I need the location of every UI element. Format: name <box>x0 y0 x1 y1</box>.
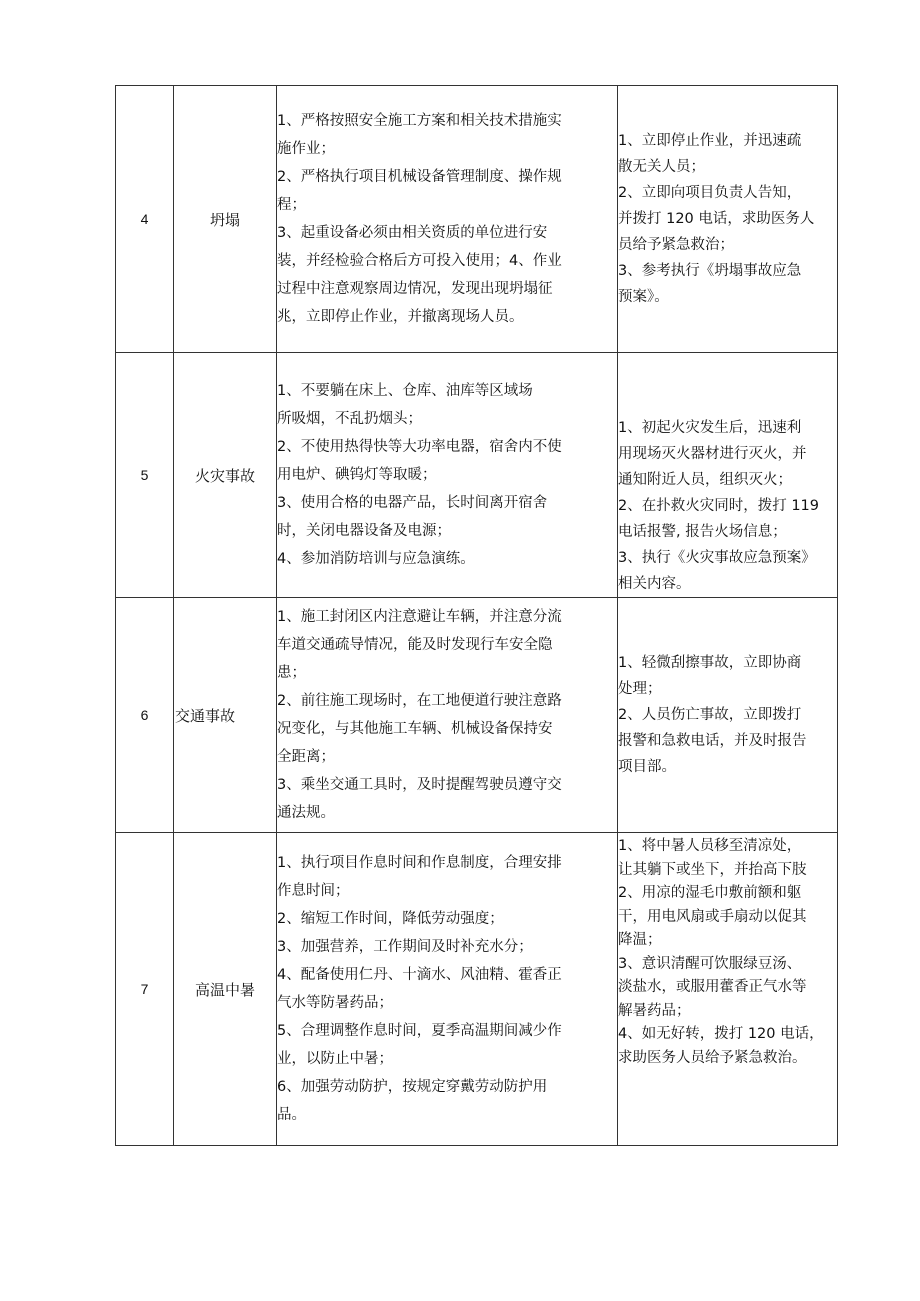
measure-line: 品。 <box>277 1107 306 1123</box>
measure-line: 车道交通疏导情况，能及时发现行车安全隐 <box>277 637 553 653</box>
emergency-response <box>618 353 838 598</box>
prevention-measures <box>277 353 618 598</box>
response-line: 淡盐水，或服用藿香正气水等 <box>618 979 807 995</box>
row-number: 5 <box>116 353 174 598</box>
response-line: 用现场灭火器材进行灭火，并 <box>618 446 807 462</box>
row-number: 4 <box>116 86 174 353</box>
measure-line: 3、乘坐交通工具时，及时提醒驾驶员遵守交 <box>277 777 562 793</box>
response-line: 2、立即向项目负责人告知， <box>618 185 802 201</box>
response-line: 2、用凉的湿毛巾敷前额和躯 <box>618 885 802 901</box>
measure-line: 作息时间； <box>277 883 350 899</box>
accident-prevention-table <box>115 85 838 1146</box>
accident-type: 交通事故 <box>174 598 277 833</box>
response-line: 通知附近人员，组织灭火； <box>618 472 792 488</box>
measure-line: 5、合理调整作息时间，夏季高温期间减少作 <box>277 1023 562 1039</box>
measure-line: 3、加强营养，工作期间及时补充水分； <box>277 939 533 955</box>
response-line: 4、如无好转，拨打 120 电话， <box>618 1026 824 1042</box>
measure-line: 装，并经检验合格后方可投入使用；4、作业 <box>277 253 562 269</box>
table-row <box>116 86 838 353</box>
row-number: 6 <box>116 598 174 833</box>
measure-line: 通法规。 <box>277 805 335 821</box>
measure-line: 兆，立即停止作业，并撤离现场人员。 <box>277 309 524 325</box>
response-line: 1、轻微刮擦事故，立即协商 <box>618 655 802 671</box>
response-line: 求助医务人员给予紧急救治。 <box>618 1049 807 1066</box>
measure-line: 2、缩短工作时间，降低劳动强度； <box>277 911 504 927</box>
table-row <box>116 833 838 1146</box>
emergency-response <box>618 86 838 353</box>
response-line: 电话报警, 报告火场信息； <box>618 524 787 540</box>
response-line: 报警和急救电话，并及时报告 <box>618 733 807 749</box>
measure-line: 用电炉、碘钨灯等取暖； <box>277 467 437 483</box>
prevention-measures <box>277 833 618 1146</box>
measure-line: 2、不使用热得快等大功率电器，宿舍内不使 <box>277 439 562 455</box>
measure-line: 气水等防暑药品； <box>277 995 393 1011</box>
measure-line: 业，以防止中暑； <box>277 1051 393 1067</box>
measure-line: 程； <box>277 197 306 213</box>
table-row <box>116 598 838 833</box>
response-line: 3、执行《火灾事故应急预案》 <box>618 550 816 566</box>
emergency-response <box>618 833 838 1146</box>
measure-line: 1、严格按照安全施工方案和相关技术措施实 <box>277 113 562 129</box>
measure-line: 4、参加消防培训与应急演练。 <box>277 551 475 567</box>
row-number: 7 <box>116 833 174 1146</box>
measure-line: 1、执行项目作息时间和作息制度，合理安排 <box>277 855 562 871</box>
response-line: 并拨打 120 电话，求助医务人 <box>618 211 815 227</box>
measure-line: 3、起重设备必须由相关资质的单位进行安 <box>277 225 548 241</box>
measure-line: 时，关闭电器设备及电源； <box>277 523 451 539</box>
measure-line: 过程中注意观察周边情况，发现出现坍塌征 <box>277 281 553 297</box>
response-line: 2、人员伤亡事故，立即拨打 <box>618 707 802 723</box>
emergency-response <box>618 598 838 833</box>
measure-line: 2、前往施工现场时，在工地便道行驶注意路 <box>277 693 562 709</box>
response-line: 2、在扑救火灾同时，拨打 119 <box>618 498 820 514</box>
accident-type: 火灾事故 <box>174 353 277 598</box>
response-line: 1、初起火灾发生后，迅速利 <box>618 420 802 436</box>
measure-line: 全距离； <box>277 749 335 765</box>
measure-line: 1、施工封闭区内注意避让车辆，并注意分流 <box>277 609 562 625</box>
response-line: 项目部。 <box>618 759 676 775</box>
accident-type: 高温中暑 <box>174 833 277 1146</box>
measure-line: 施作业； <box>277 141 335 157</box>
response-line: 1、将中暑人员移至清凉处， <box>618 838 802 854</box>
response-line: 预案》。 <box>618 289 669 305</box>
measure-line: 3、使用合格的电器产品，长时间离开宿舍 <box>277 495 548 511</box>
response-line: 解暑药品； <box>618 1002 691 1019</box>
accident-type: 坍塌 <box>174 86 277 353</box>
response-line: 1、立即停止作业，并迅速疏 <box>618 133 802 149</box>
measure-line: 4、配备使用仁丹、十滴水、风油精、霍香正 <box>277 967 562 983</box>
response-line: 散无关人员； <box>618 159 705 175</box>
response-line: 3、参考执行《坍塌事故应急 <box>618 263 802 279</box>
response-line: 处理； <box>618 681 662 697</box>
prevention-measures <box>277 86 618 353</box>
response-line: 3、意识清醒可饮服绿豆汤、 <box>618 955 802 972</box>
response-line: 降温； <box>618 932 662 948</box>
response-line: 让其躺下或坐下，并抬高下肢 <box>618 861 807 878</box>
response-line: 相关内容。 <box>618 576 691 592</box>
measure-line: 2、严格执行项目机械设备管理制度、操作规 <box>277 169 562 185</box>
table-row <box>116 353 838 598</box>
response-line: 干，用电风扇或手扇动以促其 <box>618 908 807 925</box>
prevention-measures <box>277 598 618 833</box>
measure-line: 6、加强劳动防护，按规定穿戴劳动防护用 <box>277 1079 548 1095</box>
measure-line: 况变化，与其他施工车辆、机械设备保持安 <box>277 721 553 737</box>
response-line: 员给予紧急救治； <box>618 237 734 253</box>
measure-line: 所吸烟，不乱扔烟头； <box>277 411 422 427</box>
measure-line: 患； <box>277 665 306 681</box>
measure-line: 1、不要躺在床上、仓库、油库等区域场 <box>277 383 533 399</box>
